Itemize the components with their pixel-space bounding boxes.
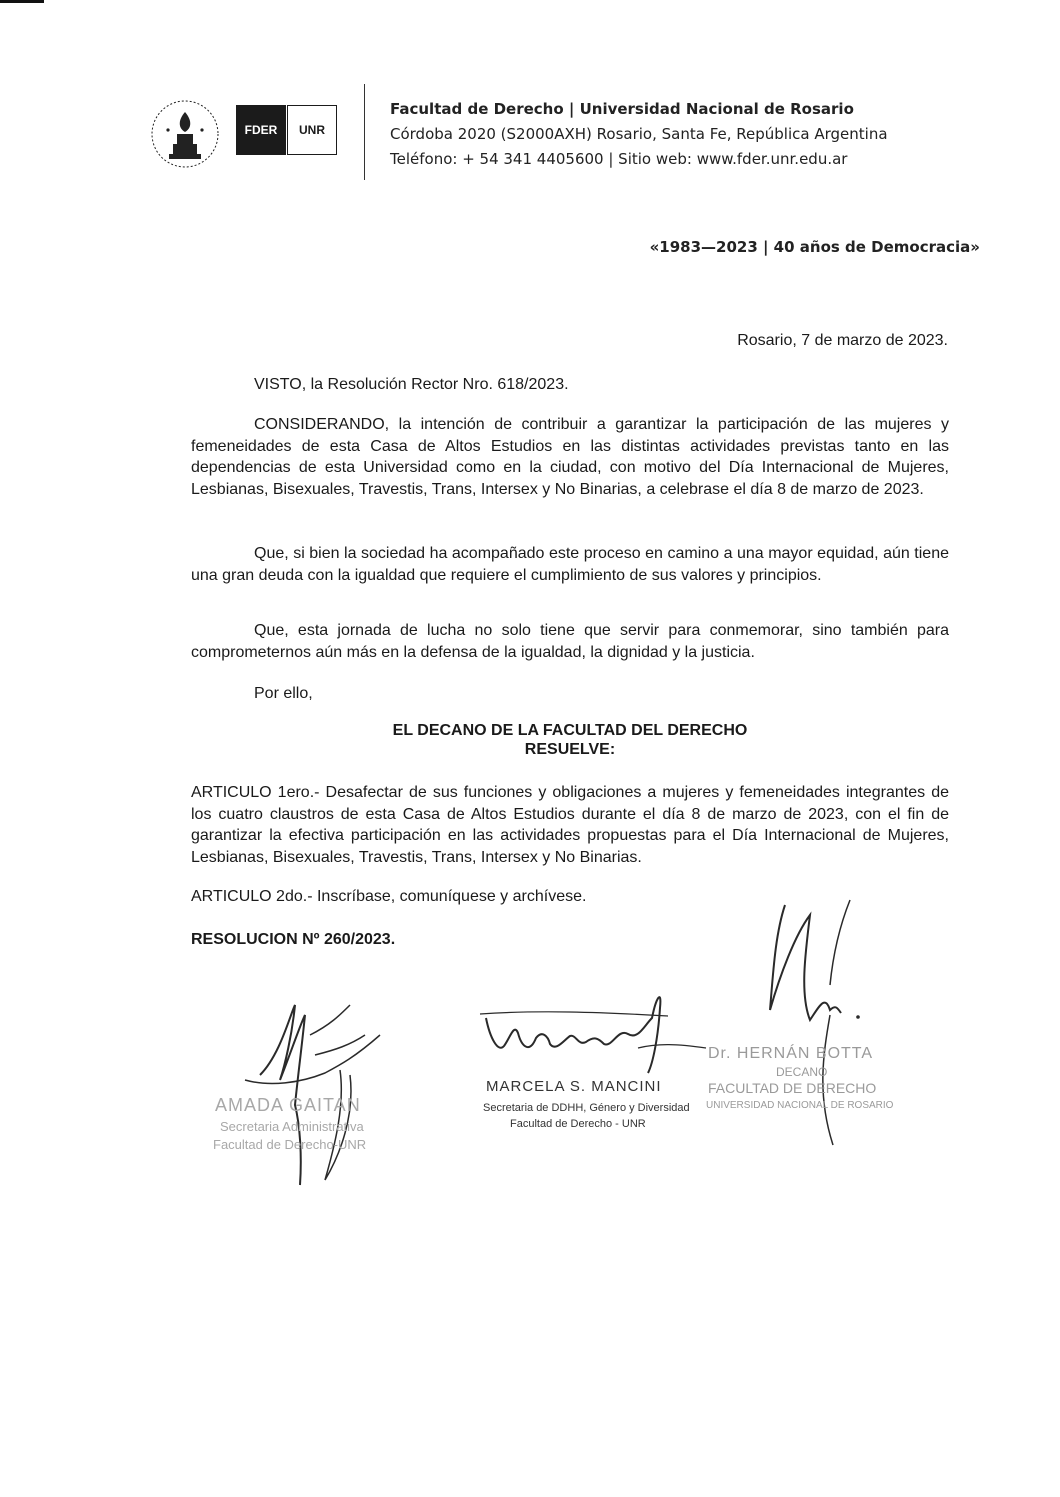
header-divider (364, 84, 365, 180)
decano-heading: EL DECANO DE LA FACULTAD DEL DERECHO (392, 722, 748, 739)
articulo-2: ARTICULO 2do.- Inscríbase, comuníquese y archívese. (191, 888, 587, 905)
left-signatory-role: Secretaria Administrativa (220, 1119, 364, 1134)
por-ello: Por ello, (254, 685, 313, 702)
center-signatory-role: Secretaria de DDHH, Género y Diversidad (483, 1102, 690, 1114)
header-address: Córdoba 2020 (S2000AXH) Rosario, Santa Fe, República Argentina (390, 125, 888, 143)
right-signatory-role: DECANO (776, 1065, 828, 1079)
right-signatory-org: FACULTAD DE DERECHO (708, 1080, 877, 1096)
center-signatory-name: MARCELA S. MANCINI (486, 1078, 662, 1095)
center-signatory-org: Facultad de Derecho - UNR (510, 1118, 646, 1130)
right-signatory-name: Dr. HERNÁN BOTTA (708, 1045, 874, 1062)
considerando-paragraph: CONSIDERANDO, la intención de contribuir a garantizar la participación de las mujeres y femeneidades de esta Casa de Altos Estudios en las distintas actividades previstas tanto en las dependencias de esta Universidad como en la ciudad, con motivo del Día Internacional de Mujeres, Lesbianas, Bisexuales, Travestis, Trans, Intersex y No Binarias, a celebrase el día 8 de marzo de 2023. (191, 416, 949, 498)
scan-edge-mark (0, 0, 44, 3)
right-signatory-university: UNIVERSIDAD NACIONAL DE ROSARIO (706, 1100, 894, 1111)
university-seal-icon (150, 96, 220, 172)
que-paragraph-1: Que, si bien la sociedad ha acompañado este proceso en camino a una mayor equidad, aún tiene una gran deuda con la igualdad que requiere el cumplimiento de sus valores y principios. (191, 545, 949, 584)
left-signatory-org: Facultad de Derecho-UNR (213, 1137, 367, 1152)
unr-logo: UNR (287, 105, 337, 155)
articulo-1: ARTICULO 1ero.- Desafectar de sus funciones y obligaciones a mujeres y femeneidades integrantes de los cuatro claustros de esta Casa de Altos Estudios durante el día 8 de marzo de 2023, con el fin de garantizar la efectiva participación en las actividades propuestas para el Día Internacional de Mujeres, Lesbianas, Bisexuales, Travestis, Trans, Intersex y No Binarias. (191, 784, 949, 866)
header-contact: Teléfono: + 54 341 4405600 | Sitio web: www.fder.unr.edu.ar (390, 150, 848, 168)
resolution-number: RESOLUCION Nº 260/2023. (191, 931, 396, 948)
visto-paragraph: VISTO, la Resolución Rector Nro. 618/2023. (254, 376, 569, 393)
anniversary-motto: «1983—2023 | 40 años de Democracia» (649, 238, 980, 256)
resuelve-heading: RESUELVE: (524, 741, 616, 758)
date-line: Rosario, 7 de marzo de 2023. (737, 332, 948, 349)
que-paragraph-2: Que, esta jornada de lucha no solo tiene que servir para conmemorar, sino también para comprometernos aún más en la defensa de la igualdad, la dignidad y la justicia. (191, 622, 949, 661)
fder-logo: FDER (236, 105, 286, 155)
header-institution: Facultad de Derecho | Universidad Nacional de Rosario (390, 100, 854, 118)
left-signatory-name: AMADA GAITAN (215, 1095, 361, 1115)
right-handwritten-signature (755, 895, 885, 1155)
center-handwritten-signature (478, 978, 708, 1078)
